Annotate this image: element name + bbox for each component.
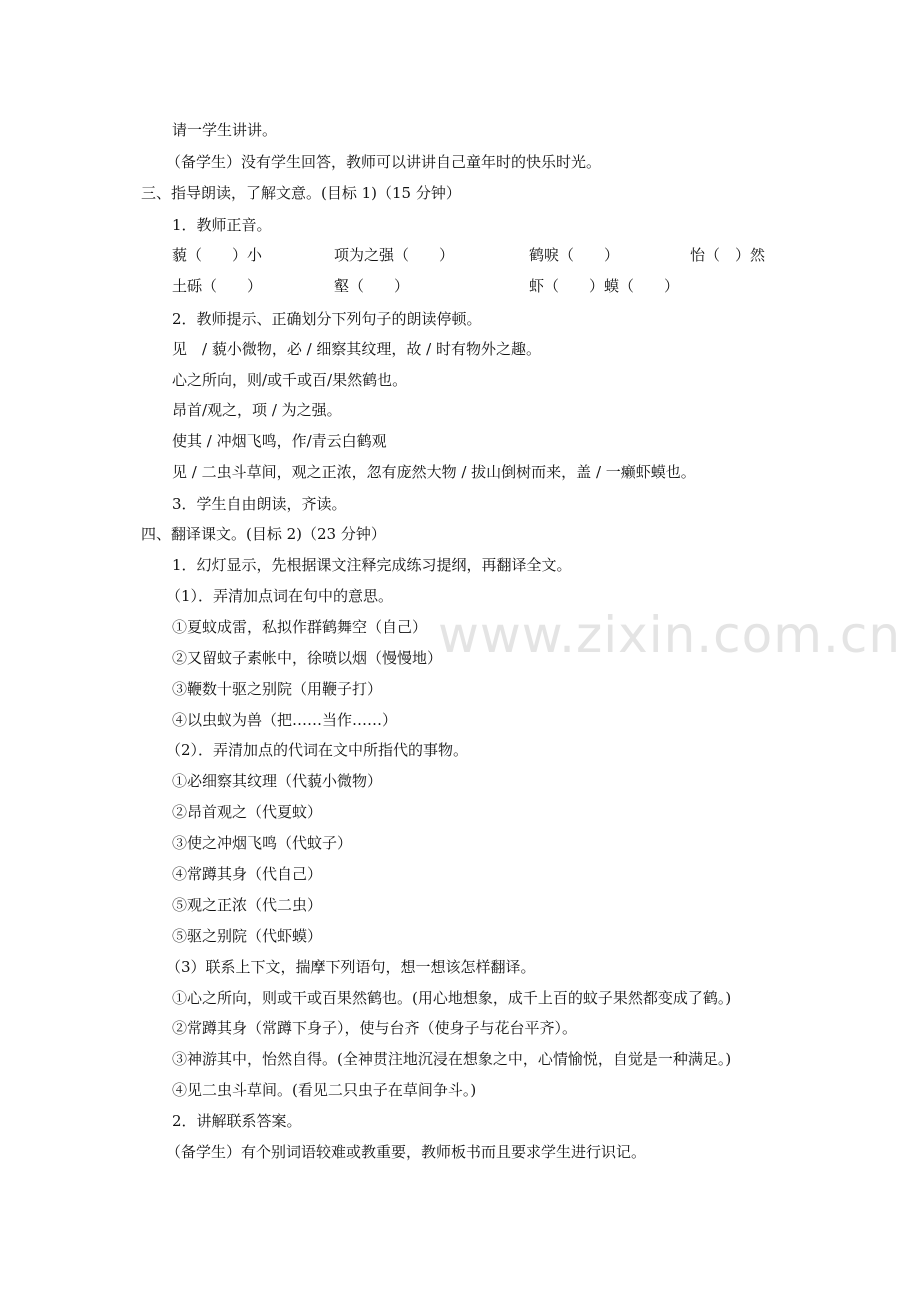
section-heading: 三、指导朗读，了解文意。(目标 1)（15 分钟） <box>141 184 461 202</box>
text-line: ②又留蚊子素帐中，徐喷以烟（慢慢地） <box>172 649 443 667</box>
text-line: ③鞭数十驱之别院（用鞭子打） <box>172 680 383 698</box>
text-line: 3．学生自由朗读，齐读。 <box>172 495 347 513</box>
text-line: （3）联系上下文，揣摩下列语句，想一想该怎样翻译。 <box>166 958 536 976</box>
text-line: 昂首/观之，项 / 为之强。 <box>172 401 342 419</box>
pronunciation-item: 怡（ ）然 <box>690 246 766 264</box>
text-line: 1．教师正音。 <box>172 216 272 234</box>
text-line: ④常蹲其身（代自己） <box>172 865 323 883</box>
text-line: 2．讲解联系答案。 <box>172 1112 302 1130</box>
pronunciation-item: 藐（ ）小 <box>172 246 263 264</box>
text-line: 请一学生讲讲。 <box>172 121 278 139</box>
text-line: （备学生）没有学生回答，教师可以讲讲自己童年时的快乐时光。 <box>166 153 602 171</box>
section-heading: 四、翻译课文。(目标 2)（23 分钟） <box>141 525 386 543</box>
text-line: （2）．弄清加点的代词在文中所指代的事物。 <box>166 741 469 759</box>
text-line: ④以虫蚁为兽（把……当作……） <box>172 711 398 729</box>
text-line: （1）．弄清加点词在句中的意思。 <box>166 587 394 605</box>
text-line: ①心之所向，则或干或百果然鹤也。(用心地想象，成千上百的蚊子果然都变成了鹤。) <box>172 989 732 1007</box>
pronunciation-item: 鹤唳（ ） <box>529 246 620 264</box>
text-line: ②常蹲其身（常蹲下身子），使与台齐（使身子与花台平齐）。 <box>172 1019 578 1037</box>
text-line: ③神游其中，怡然自得。(全神贯注地沉浸在想象之中，心情愉悦，自觉是一种满足。) <box>172 1050 732 1068</box>
text-line: ②昂首观之（代夏蚊） <box>172 803 323 821</box>
text-line: 心之所向，则/或千或百/果然鹤也。 <box>172 371 408 389</box>
text-line: ①夏蚊成雷，私拟作群鹤舞空（自己） <box>172 618 428 636</box>
text-line: ③使之冲烟飞鸣（代蚊子） <box>172 834 353 852</box>
pronunciation-item: 土砾（ ） <box>172 277 263 295</box>
text-line: 见 / 二虫斗草间，观之正浓，忽有庞然大物 / 拔山倒树而来，盖 / 一癞虾蟆也。 <box>172 463 696 481</box>
pronunciation-item: 壑（ ） <box>334 277 410 295</box>
pronunciation-item: 虾（ ）蟆（ ） <box>529 277 680 295</box>
pronunciation-item: 项为之强（ ） <box>334 246 455 264</box>
text-line: 1．幻灯显示，先根据课文注释完成练习提纲，再翻译全文。 <box>172 556 572 574</box>
text-line: （备学生）有个别词语较难或教重要，教师板书而且要求学生进行识记。 <box>166 1143 647 1161</box>
watermark: www.zixin.com.cn <box>438 606 902 664</box>
text-line: 2．教师提示、正确划分下列句子的朗读停顿。 <box>172 310 482 328</box>
text-line: ⑤驱之别院（代虾蟆） <box>172 927 323 945</box>
text-line: 使其 / 冲烟飞鸣，作/青云白鹤观 <box>172 432 387 450</box>
text-line: ⑤观之正浓（代二虫） <box>172 896 323 914</box>
text-line: ④见二虫斗草间。(看见二只虫子在草间争斗。) <box>172 1081 477 1099</box>
text-line: 见 / 藐小微物，必 / 细察其纹理，故 / 时有物外之趣。 <box>172 340 542 358</box>
text-line: ①必细察其纹理（代藐小微物） <box>172 772 383 790</box>
